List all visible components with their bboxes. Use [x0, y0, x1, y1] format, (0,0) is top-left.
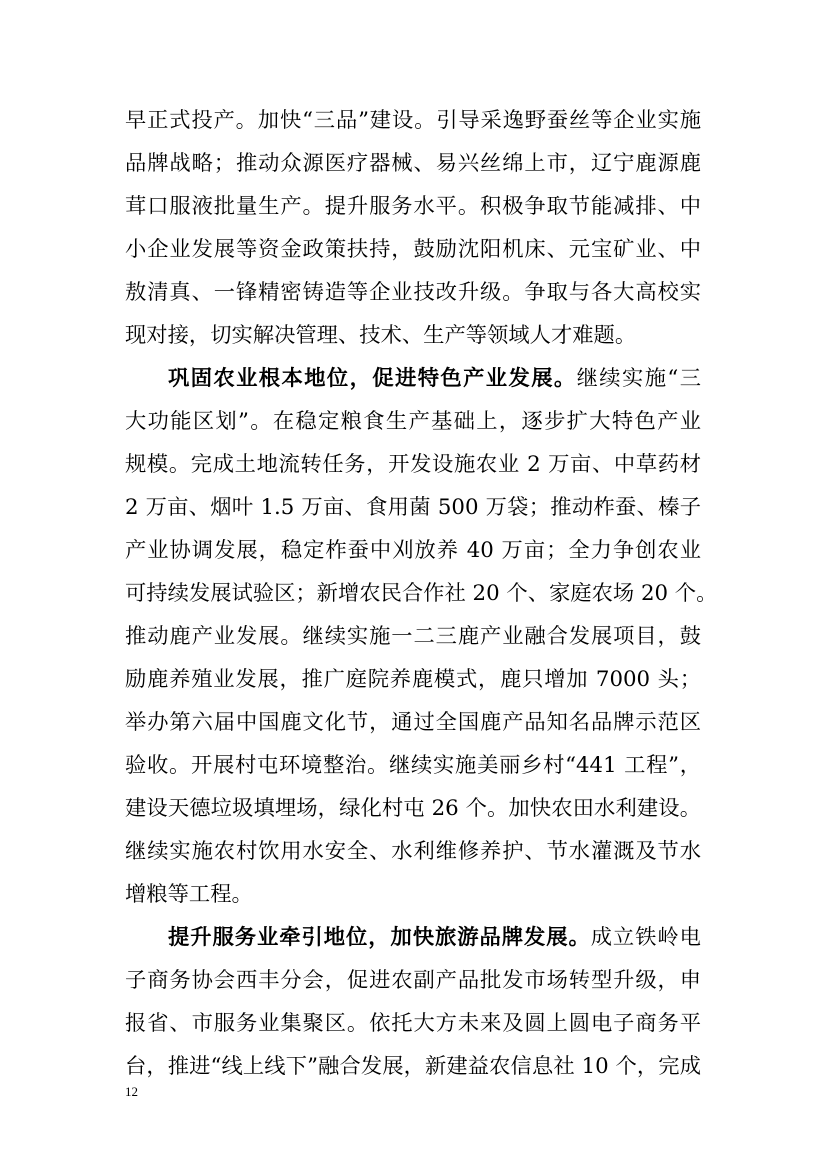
- section-heading-services: 提升服务业牵引地位，加快旅游品牌发展。: [168, 925, 591, 950]
- text-line: 继续实施农村饮用水安全、水利维修养护、节水灌溉及节水: [125, 839, 701, 864]
- text-line: 大功能区划”。在稳定粮食生产基础上，逐步扩大特色产业: [125, 409, 701, 434]
- page-number: 12: [125, 1084, 138, 1099]
- text-line: 子商务协会西丰分会，促进农副产品批发市场转型升级，申: [125, 968, 701, 993]
- text-line: 敖清真、一锋精密铸造等企业技改升级。争取与各大高校实: [125, 280, 701, 305]
- text-line: 规模。完成土地流转任务，开发设施农业 2 万亩、中草药材: [125, 452, 701, 477]
- text-line: 台，推进“线上线下”融合发展，新建益农信息社 10 个，完成: [125, 1054, 701, 1079]
- text-line: 增粮等工程。: [125, 882, 253, 907]
- text-line: 现对接，切实解决管理、技术、生产等领域人才难题。: [125, 323, 637, 348]
- text-line: 验收。开展村屯环境整治。继续实施美丽乡村“441 工程”，: [125, 753, 701, 778]
- text-line: 产业协调发展，稳定柞蚕中刈放养 40 万亩；全力争创农业: [125, 538, 701, 563]
- text-line: 早正式投产。加快“三品”建设。引导采逸野蚕丝等企业实施: [125, 108, 701, 133]
- text-line: 举办第六届中国鹿文化节，通过全国鹿产品知名品牌示范区: [125, 710, 701, 735]
- text-line: 小企业发展等资金政策扶持，鼓励沈阳机床、元宝矿业、中: [125, 237, 701, 262]
- section-heading-line: 巩固农业根本地位，促进特色产业发展。继续实施“三: [168, 366, 701, 391]
- text-line: 推动鹿产业发展。继续实施一二三鹿产业融合发展项目，鼓: [125, 624, 701, 649]
- section-heading-agriculture: 巩固农业根本地位，促进特色产业发展。: [168, 366, 577, 391]
- text-line: 茸口服液批量生产。提升服务水平。积极争取节能减排、中: [125, 194, 701, 219]
- text-line: 报省、市服务业集聚区。依托大方未来及圆上圆电子商务平: [125, 1011, 701, 1036]
- text-line: 2 万亩、烟叶 1.5 万亩、食用菌 500 万袋；推动柞蚕、榛子: [125, 495, 701, 520]
- section-heading-line: 提升服务业牵引地位，加快旅游品牌发展。成立铁岭电: [168, 925, 701, 950]
- text-line: 建设天德垃圾填埋场，绿化村屯 26 个。加快农田水利建设。: [125, 796, 701, 821]
- text-line: 品牌战略；推动众源医疗器械、易兴丝绵上市，辽宁鹿源鹿: [125, 151, 701, 176]
- text-line: 可持续发展试验区；新增农民合作社 20 个、家庭农场 20 个。: [125, 581, 718, 606]
- text-line: 励鹿养殖业发展，推广庭院养鹿模式，鹿只增加 7000 头；: [125, 667, 701, 692]
